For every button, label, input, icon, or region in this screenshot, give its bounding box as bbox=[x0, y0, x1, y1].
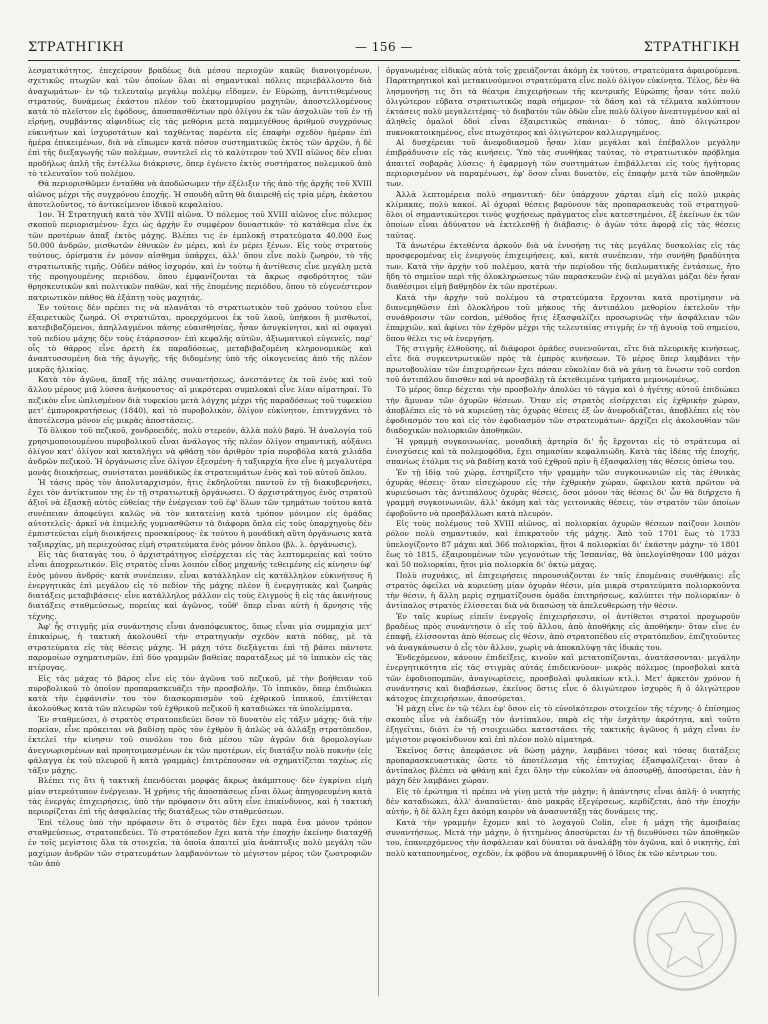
header-left-title: ΣΤΡΑΤΗΓΙΚΗ bbox=[28, 40, 125, 55]
paragraph: Ἡ γραμμὴ συγκοινωνίας, μοναδικὴ ἀρτηρία δι' ἧς ἔρχονται εἰς τὸ στράτευμα αἱ ἐνισχύσεις καὶ τὰ πολεμοφόδια, ἔχει σημασίαν κεφαλαιώδη. Κατὰ τὰς ἰδέας τῆς ἐποχῆς, σπανίως ἐτόλμα τις νὰ βαδίσῃ κατὰ τοῦ ἐχθροῦ πρὶν ἢ ἐξασφαλίσῃ τὰς θέσεις ὀπίσω του. bbox=[386, 436, 740, 467]
paragraph: Θὰ περιορισθῶμεν ἐνταῦθα νὰ ἀποδώσωμεν τὴν ἐξέλιξιν τῆς ἀπὸ τῆς ἀρχῆς τοῦ XVIII αἰῶνος μέχρι τῆς συγχρόνου ἐποχῆς. Ἡ σπουδὴ αὕτη θὰ διαιρεθῇ εἰς τρία μέρη, ἑκάστου ἀποτελοῦντος, τὸ ἀντικείμενον ἰδικοῦ κεφαλαίου. bbox=[28, 179, 372, 209]
paragraph: Ἀφ' ἧς στιγμῆς μία συνάντησις εἶναι ἀναπόφευκτος, ὅπως εἶναι μία συμμαχία μετ' ἐπικαίρως, ἡ τακτικὴ ἀκολουθεῖ τὴν στρατηγικὴν σχεδὸν κατὰ πόδας, μὲ τὰ στρατεύματα εἰς τὰς θέσεις μάχης. Ἡ μάχη τότε διεξάγεται ἐπὶ τῇ βάσει πάντοτε παρομοίων σχηματισμῶν, ἐπὶ δύο γραμμῶν βαθείας παρατάξεως μὲ τὸ ἱππικὸν εἰς τὰς πτέρυγας. bbox=[28, 622, 372, 673]
paragraph: Κατὰ τὸν ἀγῶνα, ἅπαξ τῆς πάλης συναντήσεως, ἀνεστάντες ἐκ τοῦ ἐνὸς καὶ τοῦ ἄλλου μέρους μιᾷ λύσσα ἀνήκουστος· αἱ μικρότεραι συμπλοκαὶ εἶνε λίαν αἱματηραί. Τὸ πεζικὸν εἶνε ὡπλισμένον διὰ τυφεκίου μετὰ λόγχης μέχρι τῆς παραδόσεως τοῦ τυφεκίου μετ' ἐμπυροκροτήσεως (1840), καὶ τὸ πυροβολικὸν, ὀλίγον εὐκίνητον, ἐπιτυγχάνει τὸ ἀποτέλεσμα μόνον εἰς μικρὰς ἀποστάσεις. bbox=[28, 374, 372, 426]
running-header bbox=[28, 40, 740, 60]
paragraph: 1ον. Ἡ Στρατηγικὴ κατὰ τὸν XVIII αἰῶνα. Ὁ πόλεμος τοῦ XVIII αἰῶνος εἶνε πόλεμος σκοποῦ περιορισμένου· ἔχει ὡς ἀρχὴν ἓν συμφέρον δυναστικόν· τὸ κατάθεμα εἶνε ἐκ τῶν προτέρων ἀπαξ ἐκτὸς μάχης. Βλέπει τις ἐν ἐμπλοκῇ στρατεύματα 40.000 ἕως 50.000 ἀνδρῶν, μισθωτῶν ἐθνικῶν ἐν μέρει, καὶ ἐν μέρει ξένων. Εἰς τοὺς στρατοὺς τούτους, ὀρίσματα ἐν μόνον αἰσθημα ὑπάρχει, ἀλλ' ὅπου εἶνε πολὺ ζωηρόν, τὸ τῆς στρατιωτικῆς τιμῆς. Οὐδὲν πάθος ἰσχυρόν, καὶ ἐν τούτῳ ἡ ἀντίθεσις εἶνε μεγάλη μετὰ τῆς προηγουμένης περιόδου, ὅπου ἐμφανίζονται τὰ ἄκρως σφοδρότητος τῶν θρησκευτικῶν καὶ πολιτικῶν παθῶν, καὶ τῆς ἐπομένης περιόδου, ὅπου τὸ εὐγενέστερον πατριωτικὸν πάθος θὰ ἐξάπτῃ τοὺς μαχητάς. bbox=[28, 210, 372, 302]
paragraph: Ἡ τάσις πρὸς τὸν ἀπολυταρχισμόν, ἥτις ἐκδηλοῦται παντοῦ ἐν τῇ διακυβερνήσει, ἔχει τὸν ἀντίκτυπον της ἐν τῇ στρατιωτικῇ ὀργάνωσει. Ὁ ἀρχιστράτηγος ἑνὸς στρατοῦ ἀξιοῖ νὰ ἐξασκῇ αὐτὸς εὐθείας τὴν ἐνέργειαν τοῦ ἐφ' ὅλων τῶν τμημάτων τούτου κατὰ συνέπειαν ἀποφεύγει καλῶς νὰ τὸν κατατείνῃ κατὰ τρόπον μόνιμον εἰς ὁμάδας αὐτοτελεῖς· ἀρκεῖ νὰ ἐπιμελῆς γυμνασθῶσιν τὰ διάφορα ὅπλα εἰς τοὺς ὑπαρχηγοὺς δὲν ἐμπιστεύεται εἰμὴ διοικήσεις προσκαίρους· ἐκ τούτου ἡ μονάδικὴ αὕτη ὀργάνωσις κατὰ ταξιαρχίας, μὴ περιεχούσας εἰμὴ στρατεύματα ἑνὸς μόνον ὅπλου (βλ. λ. ὀργάνωσις). bbox=[28, 477, 372, 549]
header-right-title: ΣΤΡΑΤΗΓΙΚΗ bbox=[643, 40, 740, 55]
paragraph: Ἐνδεχόμενον, κάνουν ἐπιδείξεις, κινοῦν καὶ μετατοπίζονται, ἀνατάσσονται· μεγάλην ἐνεργητικότητα εἰς τὰς στιγμὰς αὐτάς ἐπιδεικνύουν· μικρὸς πόλεμος (προσβολαὶ κατὰ τῶν ἐφοδιοπομπῶν, ἀναγνωρίσεις, προσβολαὶ φυλακίων κτλ.). Μετ' ἀρκετὸν χρόνον ἡ συνάντησις καὶ διαβάσεων, ἐκεῖνος ὅστις εἶνε ὁ ὀλιγώτερον ἰσχυρὸς ἢ ὁ ὀλιγώτερον κάτοχος ἐπιχειρήσεων, ἀποσύρεται. bbox=[386, 652, 740, 704]
paragraph: Ἐκεῖνος ὅστις ἀπεφάσισε νὰ δώσῃ μάχην, λαμβάνει τόσας καὶ τόσας διατάξεις προπαρασκευαστικὰς ὥστε τὸ ἀποτέλεσμα τῆς ἐπιτυχίας ἐξασφαλίζεται· ὅταν ὁ ἀντίπαλος βλέπει νὰ φθάνῃ καὶ ἔχει ὅλην τὴν εὐκολίαν νὰ ἀποσυρθῇ, ἀποσύρεται, ἐὰν ἡ μάχη δὲν λαμβάνει χώραν. bbox=[386, 745, 740, 786]
paragraph: Κατὰ τὴν ἀρχὴν τοῦ πολέμου τὰ στρατεύματα ἔρχονται κατὰ προτίμησιν νὰ διανεμηθῶσιν ἐπὶ ὁλοκλήρου τοῦ μήκους τῆς ἀντιπάλου μεθορίου ἐκτελοῦν τὴν συνάθροισιν τῶν cordon, μέθοδος ἥτις ἐξασφαλίζει προσωρινῶς τὴν ἀσφάλειαν τῶν ἐπαρχιῶν, καὶ ἀφίνει τὸν ἐχθρὸν μέχρι τῆς τελευταίας στιγμῆς ἐν τῇ ἀγνοίᾳ τοῦ σημείου, ὅπου θέλει τις νὰ ἐνεργήσῃ. bbox=[386, 292, 740, 343]
header-rule bbox=[28, 60, 740, 61]
paragraph: Τῆς στιγμῆς ἐλθούσης, αἱ διάφοροι ὁμάδες συνενοῦνται, εἴτε διὰ πλευρικῆς κινήσεως, εἴτε διὰ συγκεντρωτικῶν πρὸς τὰ ἐμπρὸς κινήσεων. Τὸ μέρος ὅπερ λαμβάνει τὴν πρωτοβουλίαν τῶν ἐπιχειρήσεων ἔχει πάσαν εὐκολίαν διὰ νὰ χάνῃ τὰ ἔνωσιν τοῦ cordon τοῦ ἀντιπάλου ὄπισθεν καὶ νὰ προσβάλῃ τὰ ἐκτεθειμένα τμήματα μεμονωμένως. bbox=[386, 344, 740, 384]
paragraph: Εἰς τὸ ἐρώτημα τὶ πρέπει νὰ γίνῃ μετὰ τὴν μάχην; ἡ ἀπάντησις εἶναι ἁπλῆ· ὁ νικητὴς δὲν καταδιώκει, ἀλλ' ἀναπαύεται· ἀπὸ μακρᾶς ἐξεγέρσεως, κερδίζεται, ἀπὸ τὴν ἐποχὴν αὐτήν, ἡ δὲ ἄλλη ἔχει ἀκόμη καιρὸν νὰ ἀνασυντάξῃ τὰς δυνάμεις της. bbox=[386, 786, 740, 817]
paragraph: Τὸ ὅλικον τοῦ πεζικοῦ, χονδροειδές, πολὺ στερεόν, ἀλλὰ πολὺ βαρύ. Ἡ ἀναλογία τοῦ χρησιμοποιουμένου πυροβολικοῦ εἶναι ἀνάλογος τῆς πλέον ὀλίγον σημαντική, αὐξάνει ὀλίγον κατ' ὀλίγον καὶ καταλήγει νὰ φθάσῃ τὸν ἀριθμὸν τρία πυροβόλα κατὰ χιλιάδα ἀνδρῶν πεζικοῦ. Ἡ ὀργάνωσις εἶνε ὀλίγον ἐξεσμένη· ἡ ταξιαρχία ἤτο εἶνε ἡ μεγαλυτέρα μονὰς διοικήσεως, συνίσταται μονάδικῶς ἐκ στρατευμάτων ἑνὸς καὶ τοῦ αὐτοῦ ὅπλου. bbox=[28, 426, 372, 477]
paragraph: Βλέπει τις ὅτι ἡ τακτικὴ ἐπενδύεται μορφὰς ἄκρως ἀκάμπτους· δὲν ἐγκρίνει εἰμὴ μίαν στερεότυπον ἐνέργειαν. Ἡ χρῆσις τῆς ἀποσπάσεως εἶναι ὅλως ἀπηγορευμένη κατὰ τὰς ἐνεργὰς ἐπιχειρήσεις, ὑπὸ τὴν πρόφασιν ὅτι αὕτη εἶνε ἐπικίνδυνος, καὶ ἡ τακτικὴ περιορίζεται ἐπὶ τῆς ἀσφαλείας τῆς διατάξεως τῶν σταθμεύσεων. bbox=[28, 776, 372, 817]
paragraph: λεσματικότητος, ἐπεχείρουν βραδέως διὰ μέσου περιοχῶν κακῶς διανοιγομένων, σχετικῶς πτωχῶν καὶ τῶν ὁποίων ὅλαι αἱ σημαντικαὶ πόλεις περιεβάλλοντο διὰ ἀναχωμάτων· ἐν τῷ τελευταίῳ μεγάλῳ πολέμῳ εἴδομεν, ἐν Εὐρώπῃ, ἀντιτιθεμένους στρατούς, δυνάμεως ἑκάστου πλέον τοῦ ἑκατομμυρίου μαχητῶν, ἀποστελλομένους κατὰ τὸ πλεῖστον εἰς ἐφόδους, ἀποσπασθέντων πρὸ ὀλίγου ἐκ τῶν ἀσχολιῶν τοῦ ἐν τῇ εἰρήνῃ, συμβάντας αἱφνιδίως εἰς τὰς μεθόρια μετὰ παμμεγέθους ἀριθμοῦ συγχρόνως εὐκινήτων καὶ ἰσχυροτάτων καὶ ταχθέντας παρέντα εἰς ἐπαφὴν σχεδὸν ἡμέραν ἐπὶ ἡμέρα ἐπικειμένων, διὰ νὰ εἴπωμεν κατὰ πόσον συστηματικῶς ἐκτὸς τῶν ἀρχῶν, ἡ δὲ ἐπὶ τῆς διεξαγωγῆς τῶν πολέμων, συντελεῖ εἰς τὸ καλύτερον τοῦ XVII αἰῶνος δὲν εἶναι προδήλως ἁπλῆ τῆς ἐντέλλω διάκρισις, ὅπερ ἐγένετο ἐκτὸς συστήματος πολεμικοῦ ἀπὸ τὸ τελευταῖον τοῦ πολέμου. bbox=[28, 66, 372, 178]
paragraph: Τὰ ἀνωτέρω ἐκτεθέντα ἀρκοῦν διὰ νὰ ἐννοήσῃ τις τὰς μεγάλας δυσκολίας εἰς τὰς προσφερομένας εἰς ἐνεργοὺς ἐπιχειρήσεις, καὶ, κατὰ συνέπειαν, τὴν συνήθη βραδύτητα των. Κατὰ τὴν ἀρχὴν τοῦ πολέμου, κατὰ τὴν περίοδον τῆς διπλωματικῆς ἐντάσεως, ἤτο ἤδη τὸ σημεῖον περὶ τῆς ὁλοκληρώσεως τῶν παρασκευῶν ἐνῷ αἱ μεγάλαι μάζαι δὲν ἦσαν διαθέσιμοι εἰμὴ βαθμηδὸν ἐκ τῶν προτέρων. bbox=[386, 241, 740, 292]
paragraph: Ἀλλὰ λεπτομέρεια πολὺ σημαντική· δὲν ὑπάρχουν χάρται εἰμὴ εἰς πολὺ μικρὰς κλίμακας, πολὺ κακοί. Αἱ ὀχυραὶ θέσεις βαρύνουν τὰς προπαρασκευὰς τοῦ στρατηγοῦ· ὅλοι οἱ σημαντικώτεροι τινὸς ψυχήσεως πράγματος εἶνε κατεστημένοι, ἐξ ἐκείνων ἐκ τῶν ὁποίων εἶναι ἀδύνατον νὰ ἐκτελεσθῇ ἡ διάβασις· ὁ ἀγὼν τότε ἀφορᾷ εἰς τὰς θέσεις ταύτας. bbox=[386, 189, 740, 240]
paragraph: Ἡ μάχη εἶνε ἐν τῷ τέλει ἐφ' ὅσον εἰς τὸ εὐνοϊκότερον στοιχεῖον τῆς τέχνης· ὁ ἐπίσημος σκοπὸς εἶνε νὰ ἐκδιώξῃ τὸν ἀντίπαλον, παρὰ εἰς τὴν ἐσχάτην ἀκρότητα, καὶ τοῦτο ἐξηγεῖται, διότι ἐν τῇ στοιχειώδει καταστάσει τῆς τακτικῆς ἀγῶνος ἡ μάχη εἶναι ἐν μέγιστον ριψοκίνδυνον καὶ ἐπὶ πλέον πολὺ αἱματηρά. bbox=[386, 704, 740, 745]
right-column bbox=[386, 66, 740, 996]
paragraph: Εἰς τὰς μάχας τὸ βάρος εἶνε εἰς τὸν ἀγῶνα τοῦ πεζικοῦ, μὲ τὴν βοήθειαν τοῦ πυροβολικοῦ τὸ ὁποῖον προπαρασκευάζει τὴν προσβολήν. Τὸ ἱππικὸν, ὅπερ ἐπιδιώκει κατὰ τὴν ἐμφάνισίν του τὸν διασκορπισμὸν τοῦ ἐχθρικοῦ ἱππικοῦ, ἐπιτίθεται ἀκολούθως κατὰ τῶν πλευρῶν τοῦ ἐχθρικοῦ πεζικοῦ ἢ καταδιώκει τὰ ὑπολείμματα. bbox=[28, 673, 372, 714]
column-divider bbox=[378, 66, 379, 996]
paragraph: Κατὰ τὴν γραμμὴν ἔχομεν καὶ τὸ λοχαγοῦ Colin, εἶνε ἡ μάχη τῆς ἀμοιβαίας συναντήσεως. Μετὰ τὴν μάχην, ὁ ἡττημένος ἀποσύρεται ἐν τῇ διευθύνσει τῶν ἀποθηκῶν του, ἐπανερχόμενος τὴν ἀσφάλειαν καὶ δύναται νὰ ἀναλάβῃ τὸν ἀγῶνα, καὶ ὁ νικητὴς, ἐπὶ πολὺ καταπονημένος, σχεδὸν, ἐκ φόβου νὰ ἀπομακρυνθῇ ὁ ἴδιος ἐκ τῶν κέντρων του. bbox=[386, 817, 740, 858]
paragraph: Αἱ δυσχέρειαι τοῦ ἀνεφοδιασμοῦ ἦσαν λίαν μεγάλαι καὶ ἐπέβαλλον μεγάλην ἐπιβράδυνσιν εἰς τὰς κινήσεις. Ὑπὸ τὰς συνθήκας ταύτας, τὸ στρατιωτικὸν πρόβλημα ἀπαιτεῖ σοβαρὰς λύσεις· ἡ ἐφαρμογὴ τῶν συστημάτων ἐπιβάλλεται εἰς τοὺς ἡγήτορας περιορισμένον νὰ παραμένωσι, ἐφ' ὅσον εἶναι δυνατὸν, εἰς ἐπαφὴν μετὰ τῶν ἀποθηκῶν των. bbox=[386, 138, 740, 189]
page-number: — 156 — bbox=[354, 40, 414, 54]
library-seal-stamp bbox=[630, 884, 740, 994]
paragraph: Εἰς τὰς διαταγὰς του, ὁ ἀρχιστράτηγος εἰσέρχεται εἰς τὰς λεπτομερείας καὶ τούτο εἶναι ἀποχρεωτικόν. Εἰς στρατὸς εἶναι λοιπὸν εἶδος μηχανῆς τεθειμένης εἰς κίνησιν ὑφ' ἑνὸς μόνου ἀνδρός· κατὰ συνέπειαν, εἶναι κατάλληλον εἰς κατάλληλον εὐκινήτους ἢ ἐνεργητικὰς ἐπὶ μεγάλου εἰς τὸ πεδίον τῆς μάχης πλέον ἢ ἐνεργητικὰς καὶ ζωηρὰς διατάξεις μεταβιβάσεις· εἶνε κατάλληλος μάλλον εἰς τοὺς ἐλιγμοὺς ἢ εἰς τὰς ἀκινήτους διατάξεις σταθμεύσεως, πορείας καὶ ἀγῶνος, τοῦθ' ὅπερ εἶναι αὐτὴ ἡ ἄρνησις τῆς τέχνης. bbox=[28, 549, 372, 621]
paragraph: Ἐν ταῖς κυρίως εἰπεῖν ἐνεργοῖς ἐπιχειρήσεσιν, οἱ ἀντίθετοι στρατοὶ προχωροῦν βραδέως πρὸς συνάντησιν ὁ εἷς τοῦ ἄλλου, ἀπὸ ἀποθήκης εἰς ἀποθήκην· ὅταν εἶνε ἐν ἐπαφῇ, ἐλίσσονται ἀπὸ θέσεως εἰς θέσιν, ἀπὸ στρατοπέδου εἰς στρατόπεδον, ἐπιζητοῦντες νὰ ἀναγκάσωσιν ὁ εἷς τὸν ἄλλον, χωρὶς νὰ ἀποκαλύψῃ τὰς ἰδικάς του. bbox=[386, 611, 740, 652]
paragraph: Ἐπὶ τέλους ὑπὸ τὴν πρόφασιν ὅτι ὁ στρατὸς δὲν ἔχει παρὰ ἕνα μόνον τρόπον σταθμεύσεως, στρατοπεδεύει. Τὸ στρατόπεδον ἔχει κατὰ τὴν ἐποχὴν ἐκείνην διαταχθῇ ἐν τοῖς μεγίστοις ὅλα τὰ στοιχεῖα, τὰ ὁποῖα ἀπαιτεῖ μία ἀνάπτυξις πολὺ μεγάλη τῶν μαχίμων ἀνδρῶν τῶν στρατευμάτων λαμβανόντων τὸ μέγιστον μέρος τῶν ζωοτροφιῶν τῶν ἀπὸ bbox=[28, 817, 372, 868]
left-column bbox=[28, 66, 372, 996]
paragraph: Ἐν τούτοις δὲν πρέπει τις νὰ πλανᾶται τὸ στρατιωτικὸν τοῦ χρόνου τούτου εἶνε ἐξαιρετικῶς ζωηρά. Οἱ στρατιῶται, προερχόμενοι ἐκ τοῦ λαοῦ, ὑπήκοοι ἢ μισθωτοί, κατεβιβαζόμενοι, ἀπηλλαγμένοι πάσης εὐαισθησίας, ἦσαν ἀσυγκίνητοι, καὶ αἱ σφαγαὶ τοῦ πεδίου μάχης δὲν τοὺς ἐτάρασσον· ἐπὶ κεφαλῆς αὐτῶν, ἀξιωματικοὶ εὐγενεῖς, παρ' οἷς τὸ θάρρος εἶνε ἀρετὴ ἐκ παραδόσεως, μεταβιβαζομένη κληρονομικῶς καὶ ἀναπτυσσομένη διὰ τῆς ἀγωγῆς, τῆς διδομένης ὑπὸ τῆς οἰκογενείας ἀπὸ τῆς πλέον μικρᾶς ἡλικίας. bbox=[28, 302, 372, 374]
paragraph: Ἐν τῇ ἰδίᾳ τοῦ χώρᾳ, ἐστηρίζετο τὴν γραμμὴν τῶν συγκοινωνιῶν εἰς τὰς ἐθνικὰς ὀχυρὰς θέσεις· ὅταν εἰσεχώρουν εἰς τὴν ἐχθρικὴν χώραν, ὤφειλον κατὰ πρῶτον νὰ κυριεύσωσι τὰς ἀντιπάλους ὀχυρὰς θέσεις, ὅσοι μόνον τὰς θέσεις δι' ὧν θὰ διήρχετο ἡ γραμμὴ συγκοινωνιῶν, ἀλλ' ἀκόμη καὶ τὰς γειτονικὰς θέσεις, τὸν στρατὸν τῶν ὁποίων ἐφοβοῦντο νὰ προσβάλλωσι κατὰ πλευρόν. bbox=[386, 467, 740, 518]
paragraph: Πολὺ συχνάκις, αἱ ἐπιχειρήσεις παρουσιάζονται ἐν ταῖς ἐπομέναις συνθήκαις: εἷς στρατὸς ὀφείλει νὰ κυριεύσῃ μίαν ὀχυρὰν θέσιν, μία μικρὰ στρατεύματα πολιορκοῦντα τὴν θέσιν, ἡ ἄλλη μερὶς σχηματίζουσα ὁμάδα ἐπιτηρήσεως, καλύπτει τὴν πολιορκίαν· ὁ ἀντίπαλος στρατὸς ἐλίσσεται διὰ νὰ διασώσῃ τὰ ἀπελευθερώσῃ τὴν θέσιν. bbox=[386, 570, 740, 611]
paragraph: Ἐν σταθμεύσει, ὁ στρατὸς στρατοπεδεύει ὅσον τὸ δυνατὸν εἰς τάξιν μάχης· διὰ τὴν πορείαν, εἶνε πρόκειται νὰ βαδίσῃ πρὸς τὸν ἐχθρὸν ἢ ἁπλῶς νὰ ἀλλάξῃ στρατόπεδον, ἐκτελεῖ τὴν κίνησιν τοῦ συνόλου του διὰ μέσου τῶν ἀγρῶν διὰ δρομολογίων ἀνεγνωρισμένων καὶ προητοιμασμένων ἐκ τῶν προτέρων, εἰς διατάξιν πολὺ πυκνὴν (εἰς φάλαγγα ἐκ τοῦ πλευροῦ ἢ κατὰ γραμμὰς) ἐπιτρέπουσαν νὰ σχηματίζεται ταχέως εἰς τάξιν μάχης. bbox=[28, 714, 372, 776]
paragraph: ὀργανωμένας εἰδικῶς αὐτὰ τοῖς χρειάζονται ἀκόμη ἐκ τούτου, στρατεύματα ἀφαιρούμενα. Παρατηρητικοὶ καὶ μετακινούμενοι στρατεύματα εἶνε πολὺ ὀλίγον εὐκίνητα. Τέλος, δὲν θὰ λησμονήσῃ τις ὅτι τὰ θέατρα ἐπιχειρήσεων τῆς κεντρικῆς Εὐρώπης ἦσαν τότε πολὺ ὀλιγώτερον εὔβατα στρατιωτικῶς παρὰ σήμερον· τὰ δάση καὶ τὰ τέλματα καλύπτουν ἐκτάσεις πολὺ μεγαλειτέρας· τὸ διαβατὸν τῶν ὁδῶν εἶνε πολὺ ὀλίγον ἀνεπτυγμένον καὶ αἱ ἀληθεῖς ὁμαλοὶ ὁδοὶ εἶναι ἐξαιρετικῶς σπάνιαι· ὁ τόπος, ἀπὸ ὀλιγώτερον πυκνοκατοικημένος, εἶνε πτωχότερος καὶ ὀλιγώτερον καλλιεργημένος. bbox=[386, 66, 740, 137]
paragraph: Εἰς τοὺς πολέμους τοῦ XVIII αἰῶνος, αἱ πολιορκίαι ὀχυρῶν θέσεων παίζουν λοιπὸν ρόλον πολὺ σημαντικόν, καὶ ἐπικρατοῦν τῆς μάχης. Ἀπὸ τοῦ 1701 ἕως τὸ 1733 ὑπελογίζοντο 87 μάχαι καὶ 366 πολιορκίαι, ἤτοι 4 πολιορκίαι δι' ἑκάστην μάχην· τὸ 1801 ἕως τὸ 1815, ἐξαιρουμένων τῶν γεγονότων τῆς Ἱσπανίας, θὰ ὑπελογίσθησαν 100 μάχαι καὶ 50 πολιορκίαι, ἤτοι μία πολιορκία δι' ὀκτὼ μάχας. bbox=[386, 519, 740, 570]
paragraph: Τὸ μέρος ὅπερ δέχεται τὴν προσβολὴν ἀπολύει τὸ τάγμα καὶ ὁ ἡγέτης αὐτοῦ ἐπιδιώκει τὴν ἄμυναν τῶν ὀχυρῶν θέσεων. Ὅταν εἰς στρατὸς εἰσέρχεται εἰς ἐχθρικὴν χώραν, ἀποβλέπει εἰς τὸ νὰ κυριεύσῃ τὰς ὀχυρὰς θέσεις ἐξ ὧν ἀνεφοδιάζεται, ἀποβλέπει εἰς τὸν ἐφοδιασμόν του καὶ εἰς τὸν ἐφοδιασμὸν τῶν στρατευμάτων· ἀρχίζει εἰς ἀκολουθίαν τῶν διαδοχικῶν πολιορκιῶν ἀποθηκῶν. bbox=[386, 385, 740, 436]
